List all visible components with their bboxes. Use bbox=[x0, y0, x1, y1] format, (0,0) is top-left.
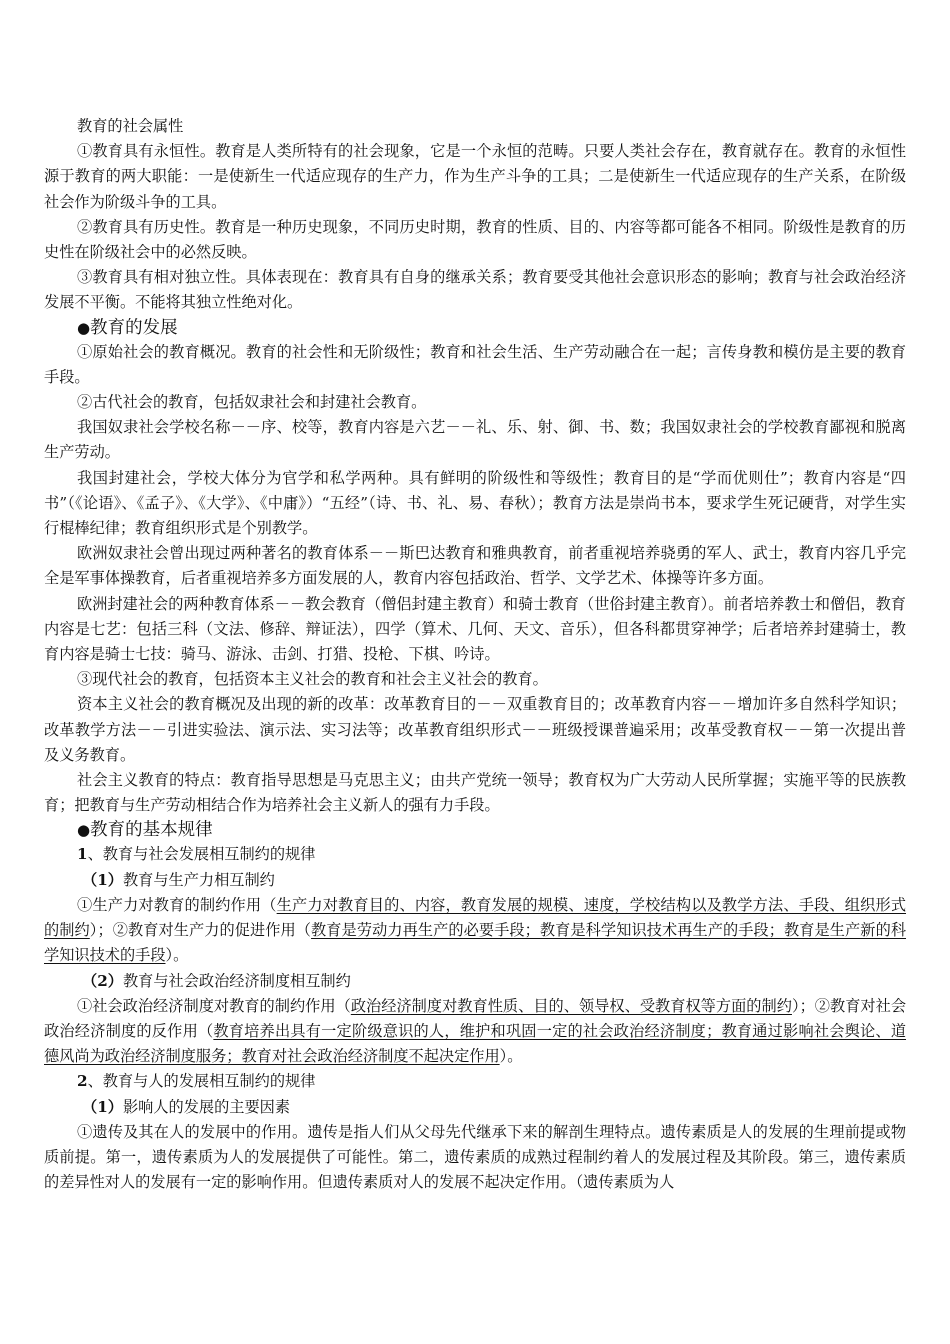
paragraph-eternity: ①教育具有永恒性。教育是人类所特有的社会现象，它是一个永恒的范畴。只要人类社会存在，教育就存在。教育的永恒性源于教育的两大职能：一是使新生一代适应现存的生产力，作为生产斗争的工具；二是使新生一代适应现存的生产关系，在阶级社会作为阶级斗争的工具。 bbox=[44, 142, 906, 211]
sub-heading-political bbox=[44, 969, 906, 994]
subsection-2-title bbox=[44, 1069, 906, 1094]
paragraph-china-feudal: 我国封建社会，学校大体分为官学和私学两种。具有鲜明的阶级性和等级性；教育目的是“学而优则仕”；教育内容是“四书”（《论语》、《孟子》、《大学》、《中庸》）“五经”（诗、书、礼、易、春秋）；教育方法是崇尚书本，要求学生死记硬背，对学生实行棍棒纪律；教育组织形式是个别教学。 bbox=[44, 468, 906, 538]
text-run: ）；②教育对社会政治经济制度的反作用（ bbox=[44, 996, 907, 1040]
text-run: ①社会政治经济制度对教育的制约作用（ bbox=[77, 996, 351, 1015]
text-run: ）。 bbox=[165, 946, 189, 965]
underlined-text: 政治经济制度对教育性质、目的、领导权、受教育权等方面的制约 bbox=[350, 996, 792, 1015]
paragraph-political bbox=[44, 994, 906, 1070]
heading-education-development bbox=[44, 316, 906, 340]
subsection-text: 、教育与社会发展相互制约的规律 bbox=[87, 845, 316, 864]
paragraph-capitalist: 资本主义社会的教育概况及出现的新的改革：改革教育目的－－双重教育目的；改革教育内容－－增加许多自然科学知识；改革教学方法－－引进实验法、演示法、实习法等；改革教育组织形式－－班级授课普遍采用；改革受教育权－－第一次提出普及义务教育。 bbox=[44, 695, 906, 764]
subsection-number: 2 bbox=[77, 1072, 88, 1091]
heading-basic-laws bbox=[44, 818, 906, 842]
bullet-icon: ● bbox=[77, 318, 91, 337]
subsection-1-title bbox=[44, 842, 906, 867]
text-run: ）。 bbox=[499, 1047, 523, 1066]
paragraph-europe-feudal: 欧洲封建社会的两种教育体系－－教会教育（僧侣封建主教育）和骑士教育（世俗封建主教育）。前者培养教士和僧侣，教育内容是七艺：包括三科（文法、修辞、辩证法），四学（算术、几何、天文、音乐），但各科都贯穿神学；后者培养封建骑士，教育内容是骑士七技：骑马、游泳、击剑、打猎、投枪、下棋、吟诗。 bbox=[44, 594, 906, 664]
sub-text: 影响人的发展的主要因素 bbox=[122, 1097, 291, 1116]
sub-text: 教育与生产力相互制约 bbox=[122, 870, 275, 889]
underlined-text: 教育培养出具有一定阶级意识的人，维护和巩固一定的社会政治经济制度；教育通过影响社会舆论、道德风尚为政治经济制度服务；教育对社会政治经济制度不起决定作用 bbox=[44, 1021, 907, 1066]
heading-text: 教育的基本规律 bbox=[90, 820, 213, 841]
paragraph-primitive: ①原始社会的教育概况。教育的社会性和无阶级性；教育和社会生活、生产劳动融合在一起；言传身教和模仿是主要的教育手段。 bbox=[44, 342, 906, 386]
subsection-number: 1 bbox=[77, 845, 88, 864]
paragraph-europe-slave: 欧洲奴隶社会曾出现过两种著名的教育体系－－斯巴达教育和雅典教育，前者重视培养骁勇的军人、武士，教育内容几乎完全是军事体操教育，后者重视培养多方面发展的人，教育内容包括政治、哲学、文学艺术、体操等许多方面。 bbox=[44, 544, 906, 588]
text-run: ）；②教育对生产力的促进作用（ bbox=[89, 921, 312, 940]
sub-heading-factors bbox=[44, 1095, 906, 1120]
sub-heading-productivity bbox=[44, 868, 906, 893]
underlined-text: 教育是劳动力再生产的必要手段；教育是科学知识技术再生产的手段；教育是生产新的科学知识技术的手段 bbox=[44, 921, 907, 965]
sub-number: （1） bbox=[82, 870, 123, 889]
heading-text: 教育的发展 bbox=[90, 317, 178, 338]
paragraph-ancient: ②古代社会的教育，包括奴隶社会和封建社会教育。 bbox=[77, 393, 427, 412]
sub-number: （2） bbox=[82, 971, 123, 990]
document-page bbox=[44, 114, 906, 1195]
sub-text: 教育与社会政治经济制度相互制约 bbox=[122, 971, 351, 990]
section-title: 教育的社会属性 bbox=[77, 117, 184, 135]
subsection-text: 、教育与人的发展相互制约的规律 bbox=[87, 1072, 316, 1091]
paragraph-independence: ③教育具有相对独立性。具体表现在：教育具有自身的继承关系；教育要受其他社会意识形态的影响；教育与社会政治经济发展不平衡。不能将其独立性绝对化。 bbox=[44, 268, 906, 312]
paragraph-productivity bbox=[44, 893, 906, 969]
paragraph-heredity: ①遗传及其在人的发展中的作用。遗传是指人们从父母先代继承下来的解剖生理特点。遗传素质是人的发展的生理前提或物质前提。第一，遗传素质为人的发展提供了可能性。第二，遗传素质的成熟过程制约着人的发展过程及其阶段。第三，遗传素质的差异性对人的发展有一定的影响作用。但遗传素质对人的发展不起决定作用。（遗传素质为人 bbox=[44, 1122, 906, 1192]
underlined-text: 生产力对教育目的、内容，教育发展的规模、速度，学校结构以及教学方法、手段、组织形式的制约 bbox=[44, 895, 907, 940]
paragraph-socialist: 社会主义教育的特点：教育指导思想是马克思主义；由共产党统一领导；教育权为广大劳动人民所掌握；实施平等的民族教育；把教育与生产劳动相结合作为培养社会主义新人的强有力手段。 bbox=[44, 771, 906, 815]
paragraph-historicity: ②教育具有历史性。教育是一种历史现象，不同历史时期，教育的性质、目的、内容等都可能各不相同。阶级性是教育的历史性在阶级社会中的必然反映。 bbox=[44, 217, 906, 262]
paragraph-modern: ③现代社会的教育，包括资本主义社会的教育和社会主义社会的教育。 bbox=[77, 670, 548, 689]
text-run: ①生产力对教育的制约作用（ bbox=[77, 895, 277, 914]
bullet-icon: ● bbox=[77, 821, 91, 840]
sub-number: （1） bbox=[82, 1097, 123, 1116]
paragraph-china-slave: 我国奴隶社会学校名称－－序、校等，教育内容是六艺－－礼、乐、射、御、书、数；我国奴隶社会的学校教育鄙视和脱离生产劳动。 bbox=[44, 418, 906, 462]
